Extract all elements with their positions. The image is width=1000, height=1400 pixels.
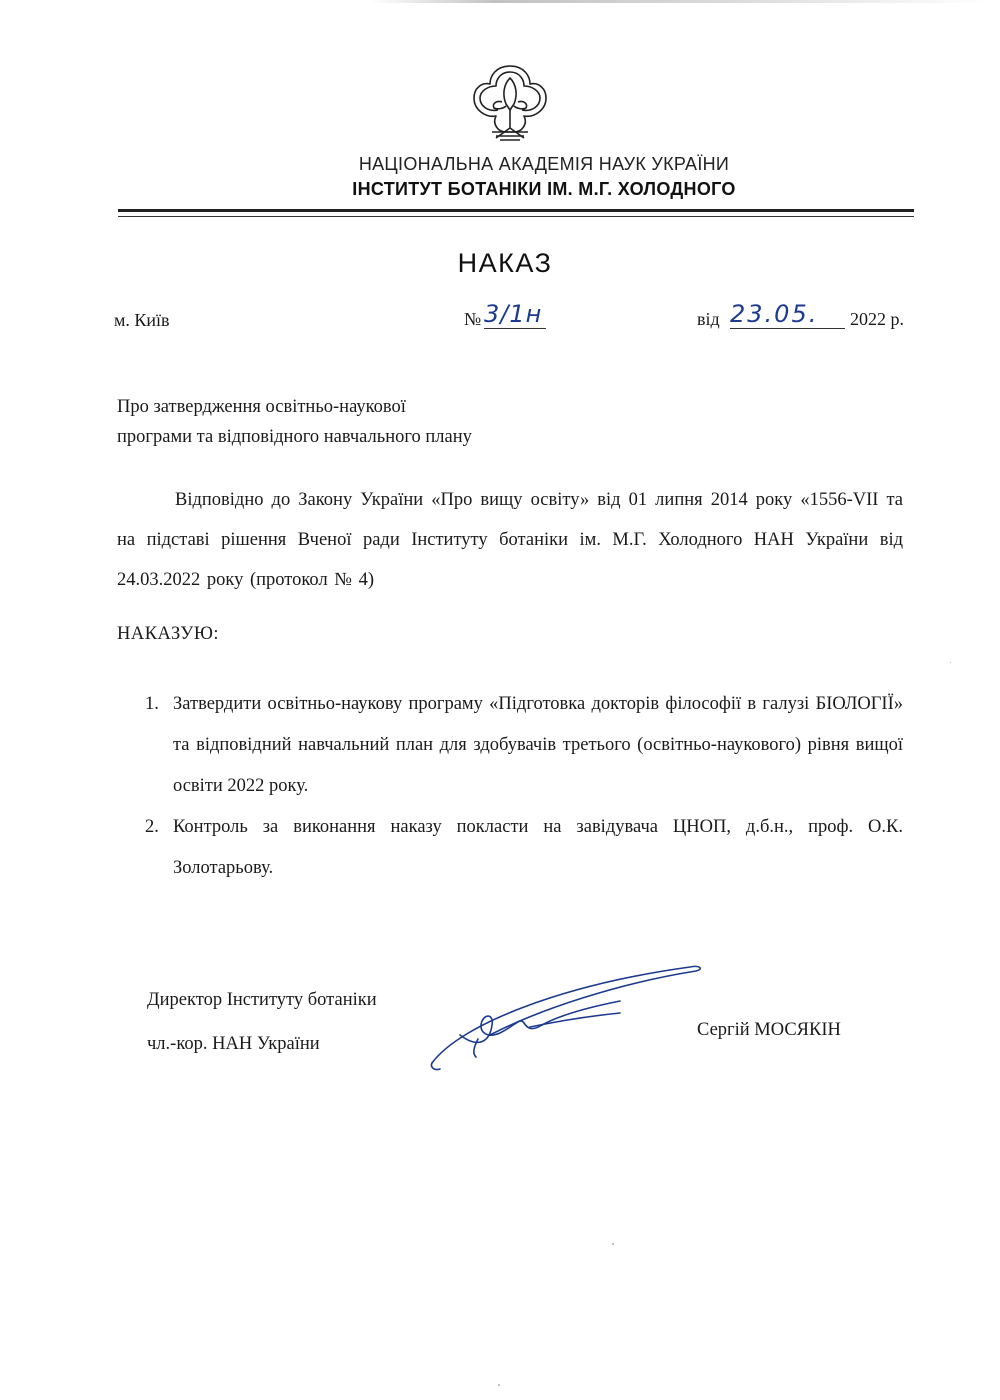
order-item-number: 1. bbox=[145, 694, 159, 714]
order-subject bbox=[117, 392, 637, 452]
order-item-number: 2. bbox=[145, 817, 159, 837]
order-item-text: Контроль за виконання наказу покласти на завідувача ЦНОП, д.б.н., проф. О.К. Золотарьову. bbox=[173, 817, 903, 878]
order-item bbox=[117, 684, 903, 807]
document-title: НАКАЗ bbox=[457, 248, 553, 278]
scan-edge-artifact bbox=[370, 0, 990, 3]
signatory-name: Сергій МОСЯКІН bbox=[697, 1020, 841, 1040]
header-divider-thick bbox=[118, 209, 914, 212]
scan-speck bbox=[612, 1243, 614, 1245]
institute-lotus-emblem-icon bbox=[466, 58, 554, 146]
order-item-text: Затвердити освітньо-наукову програму «Підготовка докторів філософії в галузі БІОЛОГІЇ» та відповідний навчальний план для здобувачів третього (освітньо-наукового) рівня вищої освіти 2022 року. bbox=[173, 694, 903, 796]
signatory-position-line-1: Директор Інституту ботаніки bbox=[147, 990, 377, 1010]
academy-name: НАЦІОНАЛЬНА АКАДЕМІЯ НАУК УКРАЇНИ bbox=[358, 154, 730, 174]
institute-name: ІНСТИТУТ БОТАНІКИ ІМ. М.Г. ХОЛОДНОГО bbox=[352, 179, 736, 199]
handwritten-signature-icon bbox=[420, 955, 720, 1085]
order-items-list bbox=[117, 684, 903, 889]
document-city: м. Київ bbox=[114, 310, 170, 330]
signatory-position-line-2: чл.-кор. НАН України bbox=[147, 1034, 320, 1054]
order-date-label: від bbox=[697, 309, 720, 329]
order-number-value: 3/1н bbox=[484, 300, 546, 329]
order-year: 2022 р. bbox=[850, 309, 904, 329]
order-number-label: № bbox=[464, 309, 482, 329]
order-preamble: Відповідно до Закону України «Про вищу освіту» від 01 липня 2014 року «1556-VII та на підставі рішення Вченої ради Інституту ботаніки ім. М.Г. Холодного НАН України від 24.03.2022 року (протокол № 4) bbox=[117, 490, 903, 590]
signatory-position bbox=[147, 978, 377, 1066]
scan-speck bbox=[498, 1384, 500, 1386]
subject-line-2: програми та відповідного навчального плану bbox=[117, 427, 472, 447]
subject-line-1: Про затвердження освітньо-наукової bbox=[117, 397, 406, 417]
scan-speck bbox=[950, 662, 951, 663]
order-date-value: 23.05. bbox=[730, 300, 845, 329]
orders-heading: НАКАЗУЮ: bbox=[117, 624, 220, 644]
header-divider-thin bbox=[118, 216, 914, 217]
order-item bbox=[117, 807, 903, 889]
